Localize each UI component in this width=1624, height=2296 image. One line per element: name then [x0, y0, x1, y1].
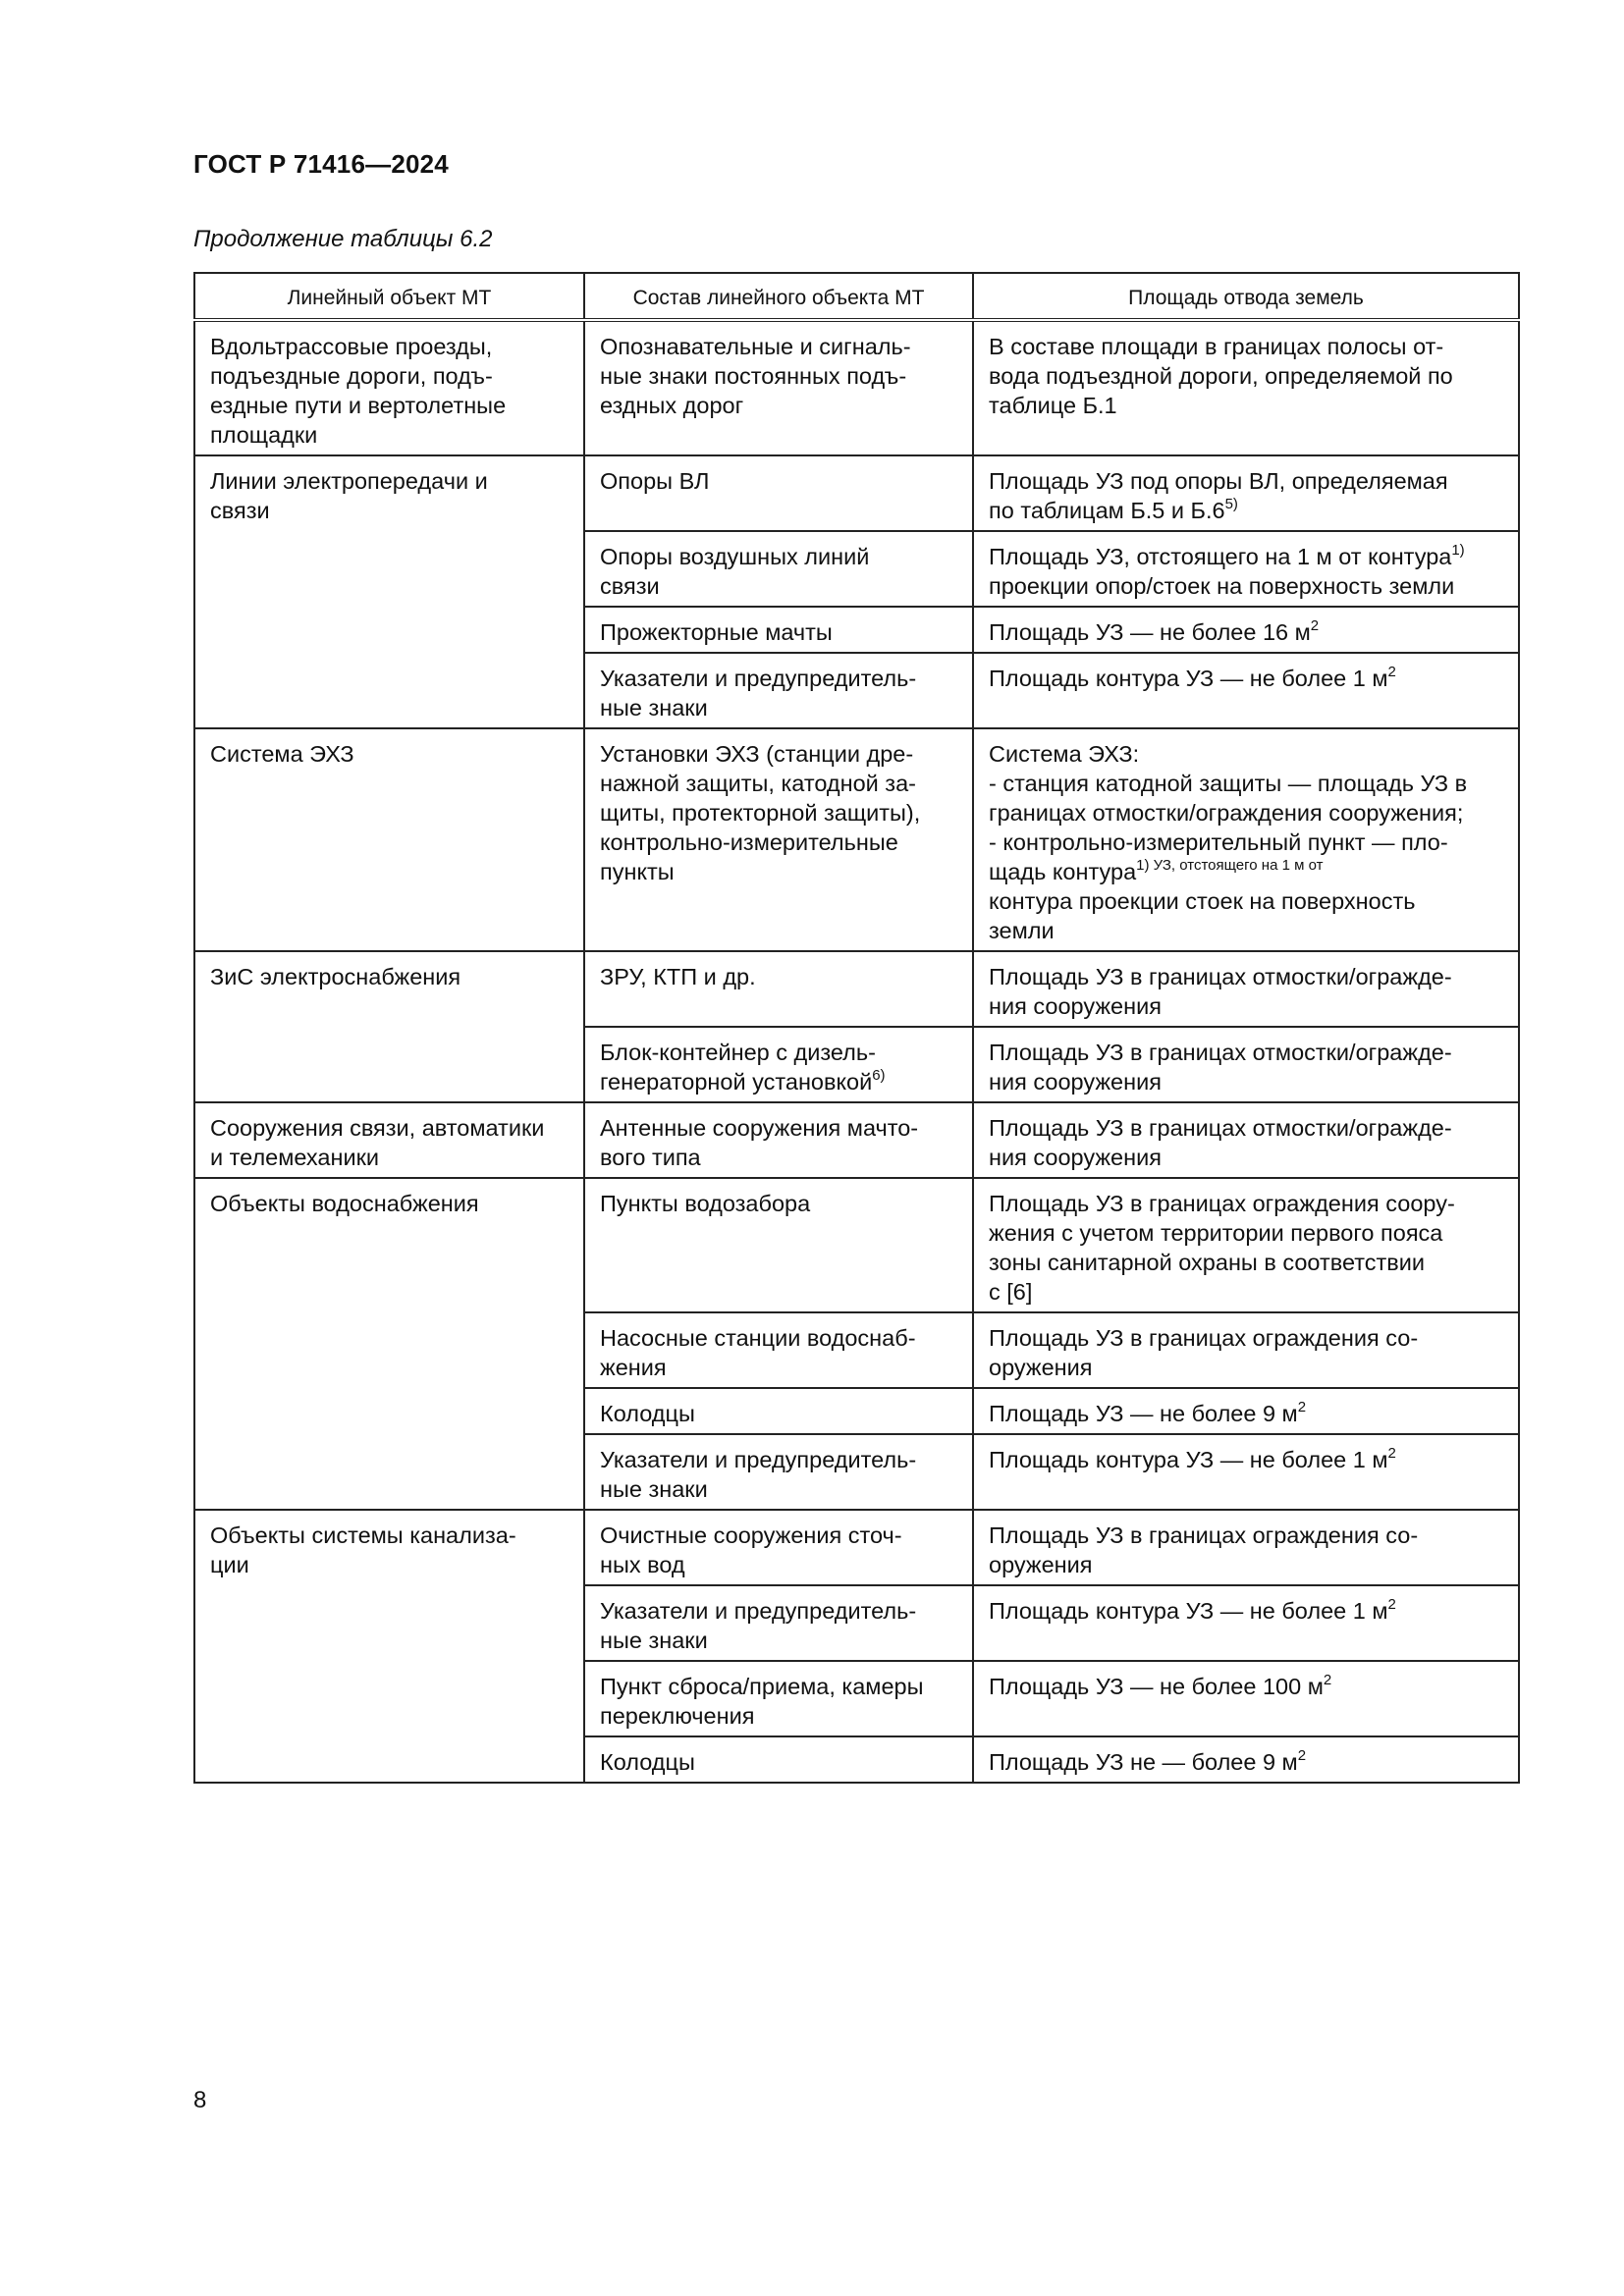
cell-line: Опоры воздушных линий	[600, 544, 870, 569]
land-area-cell	[973, 1510, 1519, 1585]
cell-line: контура проекции стоек на поверхность	[989, 888, 1416, 914]
cell-line: Установки ЭХЗ (станции дре-	[600, 741, 914, 767]
cell-line: ции	[210, 1552, 249, 1577]
cell-line: ные знаки	[600, 1476, 708, 1502]
land-area-cell	[973, 951, 1519, 1027]
cell-line: пункты	[600, 859, 675, 884]
cell-line: Вдольтрассовые проезды,	[210, 334, 493, 359]
composition-cell	[584, 1510, 973, 1585]
composition-cell	[584, 951, 973, 1027]
cell-line: Площадь УЗ в границах ограждения со-	[989, 1325, 1419, 1351]
cell-line: Система ЭХЗ	[210, 741, 354, 767]
cell-line: границах отмостки/ограждения сооружения;	[989, 800, 1464, 826]
table-row	[194, 320, 1519, 455]
cell-line: Прожекторные мачты	[600, 619, 833, 645]
superscript-note: 2	[1387, 1445, 1396, 1462]
header-land-area: Площадь отвода земель	[973, 273, 1519, 320]
cell-line: Площадь УЗ в границах отмостки/огражде-	[989, 964, 1452, 989]
composition-cell	[584, 1736, 973, 1783]
table-body	[194, 320, 1519, 1783]
cell-line: ездные пути и вертолетные	[210, 393, 507, 418]
land-area-cell	[973, 1661, 1519, 1736]
cell-line: Объекты системы канализа-	[210, 1522, 516, 1548]
cell-line: связи	[600, 573, 660, 599]
cell-line: ные знаки	[600, 695, 708, 721]
cell-line: Площадь УЗ в границах отмостки/огражде-	[989, 1040, 1452, 1065]
superscript-note: 2	[1297, 1399, 1307, 1415]
cell-line: ния сооружения	[989, 1145, 1162, 1170]
cell-line: проекции опор/стоек на поверхность земли	[989, 573, 1455, 599]
cell-line: Очистные сооружения сточ-	[600, 1522, 902, 1548]
cell-line: Сооружения связи, автоматики	[210, 1115, 545, 1141]
table-header-row	[194, 273, 1519, 320]
cell-line: жения с учетом территории первого пояса	[989, 1220, 1443, 1246]
table-caption: Продолжение таблицы 6.2	[193, 226, 493, 252]
cell-line: ных вод	[600, 1552, 685, 1577]
document-title: ГОСТ Р 71416—2024	[193, 149, 449, 179]
cell-line: вода подъездной дороги, определяемой по	[989, 363, 1453, 389]
cell-line: Площадь контура УЗ — не более 1 $м^2$	[989, 1596, 1396, 1624]
table-row	[194, 1102, 1519, 1178]
cell-line: подъездные дороги, подъ-	[210, 363, 493, 389]
header-linear-object: Линейный объект МТ	[194, 273, 584, 320]
land-area-cell	[973, 653, 1519, 728]
land-area-cell	[973, 1434, 1519, 1510]
linear-object-cell	[194, 1510, 584, 1783]
cell-line: оружения	[989, 1552, 1093, 1577]
cell-line: Площадь УЗ, отстоящего на 1 м от контура$^{1)}$	[989, 542, 1465, 569]
land-area-cell	[973, 1585, 1519, 1661]
superscript-note: 2	[1387, 664, 1396, 680]
superscript-note: 2	[1323, 1672, 1332, 1688]
linear-object-cell	[194, 728, 584, 951]
table-row	[194, 1178, 1519, 1312]
cell-line: вого типа	[600, 1145, 701, 1170]
land-area-cell	[973, 1027, 1519, 1102]
cell-line: по таблицам Б.5 и Б.6$^{5)}$	[989, 496, 1238, 523]
table-row	[194, 728, 1519, 951]
linear-object-cell	[194, 951, 584, 1102]
cell-line: Колодцы	[600, 1401, 695, 1426]
cell-line: Площадь УЗ под опоры ВЛ, определяемая	[989, 468, 1448, 494]
composition-cell	[584, 455, 973, 531]
land-area-cell	[973, 607, 1519, 653]
cell-line: ездных дорог	[600, 393, 744, 418]
superscript-note: 1)	[1451, 542, 1465, 559]
cell-line: Площадь УЗ — не более 100 $м^2$	[989, 1672, 1332, 1699]
land-area-cell	[973, 1178, 1519, 1312]
cell-line: Антенные сооружения мачто-	[600, 1115, 919, 1141]
superscript-note: 6)	[872, 1067, 886, 1084]
composition-cell	[584, 653, 973, 728]
cell-line: оружения	[989, 1355, 1093, 1380]
superscript-note: 5)	[1224, 496, 1238, 512]
composition-cell	[584, 1661, 973, 1736]
cell-line: жения	[600, 1355, 667, 1380]
linear-object-cell	[194, 320, 584, 455]
cell-line: Пункт сброса/приема, камеры	[600, 1674, 924, 1699]
cell-line: площадки	[210, 422, 318, 448]
table-row	[194, 1510, 1519, 1585]
composition-cell	[584, 1585, 973, 1661]
cell-line: ния сооружения	[989, 993, 1162, 1019]
page-number: 8	[193, 2087, 207, 2113]
cell-line: контрольно-измерительные	[600, 829, 898, 855]
composition-cell	[584, 607, 973, 653]
cell-line: Площадь контура УЗ — не более 1 $м^2$	[989, 664, 1396, 691]
cell-line: Площадь УЗ — не более 9 $м^2$	[989, 1399, 1307, 1426]
composition-cell	[584, 1434, 973, 1510]
composition-cell	[584, 728, 973, 951]
cell-line: и телемеханики	[210, 1145, 380, 1170]
composition-cell	[584, 1178, 973, 1312]
cell-line: ные знаки постоянных подъ-	[600, 363, 907, 389]
cell-line: Опознавательные и сигналь-	[600, 334, 911, 359]
cell-line: Площадь УЗ не — более 9 $м^2$	[989, 1747, 1307, 1775]
composition-cell	[584, 1312, 973, 1388]
table-row	[194, 455, 1519, 531]
composition-cell	[584, 320, 973, 455]
header-composition: Состав линейного объекта МТ	[584, 273, 973, 320]
cell-line: Площадь УЗ в границах ограждения соору-	[989, 1191, 1455, 1216]
cell-line: Площадь УЗ в границах отмостки/огражде-	[989, 1115, 1452, 1141]
land-area-cell	[973, 320, 1519, 455]
cell-line: Указатели и предупредитель-	[600, 1447, 917, 1472]
table-row	[194, 951, 1519, 1027]
cell-line: связи	[210, 498, 270, 523]
cell-line: Указатели и предупредитель-	[600, 1598, 917, 1624]
linear-object-cell	[194, 1102, 584, 1178]
cell-line: Блок-контейнер с дизель-	[600, 1040, 876, 1065]
land-area-cell	[973, 1102, 1519, 1178]
cell-line: переключения	[600, 1703, 755, 1729]
superscript-note: 1) УЗ, отстоящего на 1 м от	[1136, 857, 1324, 874]
linear-object-cell	[194, 1178, 584, 1510]
linear-object-cell	[194, 455, 584, 728]
cell-line: Объекты водоснабжения	[210, 1191, 479, 1216]
land-area-cell	[973, 1388, 1519, 1434]
composition-cell	[584, 531, 973, 607]
cell-line: земли	[989, 918, 1055, 943]
superscript-note: 2	[1297, 1747, 1307, 1764]
cell-line: Система ЭХЗ:	[989, 741, 1140, 767]
cell-line: щиты, протекторной защиты),	[600, 800, 921, 826]
composition-cell	[584, 1027, 973, 1102]
cell-line: с [6]	[989, 1279, 1033, 1305]
cell-line: Колодцы	[600, 1749, 695, 1775]
composition-cell	[584, 1102, 973, 1178]
cell-line: Линии электропередачи и	[210, 468, 488, 494]
land-allocation-table	[193, 272, 1520, 1784]
cell-line: генераторной установкой$^{6)}$	[600, 1067, 886, 1095]
cell-line: Площадь контура УЗ — не более 1 $м^2$	[989, 1445, 1396, 1472]
cell-line: - станция катодной защиты — площадь УЗ в	[989, 771, 1468, 796]
cell-line: зоны санитарной охраны в соответствии	[989, 1250, 1426, 1275]
cell-line: - контрольно-измерительный пункт — пло-	[989, 829, 1448, 855]
cell-line: ные знаки	[600, 1628, 708, 1653]
land-area-cell	[973, 455, 1519, 531]
cell-line: щадь контура$^{1) УЗ, отстоящего на 1 м от}$	[989, 857, 1324, 884]
cell-line: Пункты водозабора	[600, 1191, 811, 1216]
cell-line: Указатели и предупредитель-	[600, 666, 917, 691]
cell-line: ния сооружения	[989, 1069, 1162, 1095]
land-area-cell	[973, 728, 1519, 951]
land-area-cell	[973, 1736, 1519, 1783]
cell-line: ЗРУ, КТП и др.	[600, 964, 756, 989]
cell-line: В составе площади в границах полосы от-	[989, 334, 1444, 359]
land-area-cell	[973, 531, 1519, 607]
cell-line: Опоры ВЛ	[600, 468, 710, 494]
cell-line: таблице Б.1	[989, 393, 1117, 418]
cell-line: Площадь УЗ — не более 16 $м^2$	[989, 617, 1320, 645]
cell-line: ЗиС электроснабжения	[210, 964, 461, 989]
superscript-note: 2	[1310, 617, 1320, 634]
cell-line: нажной защиты, катодной за-	[600, 771, 916, 796]
cell-line: Насосные станции водоснаб-	[600, 1325, 916, 1351]
composition-cell	[584, 1388, 973, 1434]
superscript-note: 2	[1387, 1596, 1396, 1613]
cell-line: Площадь УЗ в границах ограждения со-	[989, 1522, 1419, 1548]
land-area-cell	[973, 1312, 1519, 1388]
